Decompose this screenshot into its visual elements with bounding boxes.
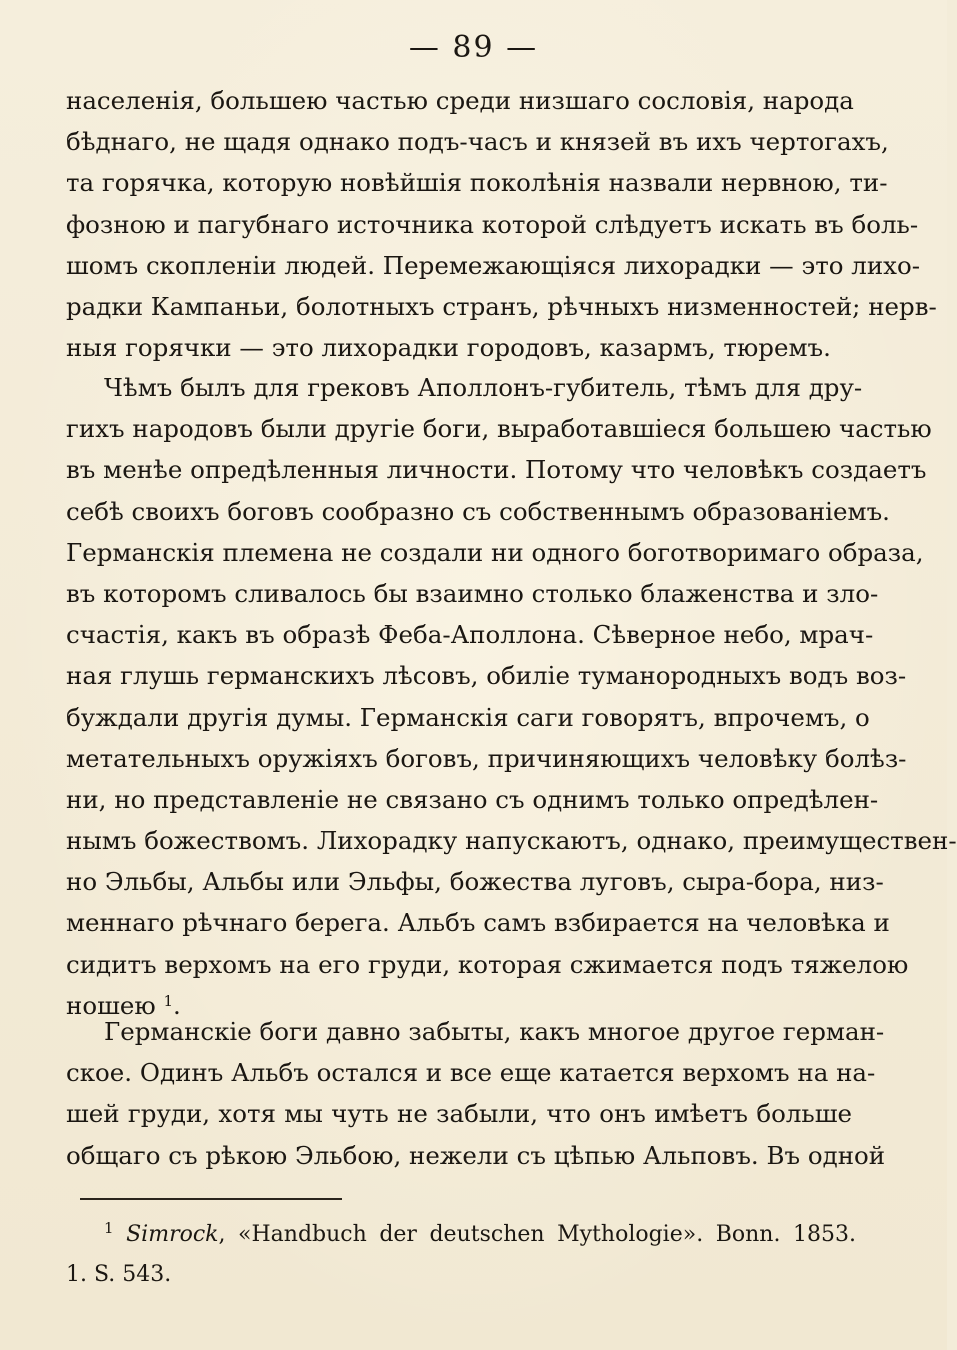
text-line: меннаго рѣчнаго берега. Альбъ самъ взбирается на человѣка и: [66, 908, 890, 938]
text-line: ная глушь германскихъ лѣсовъ, обиліе туманородныхъ водъ воз-: [66, 661, 907, 691]
text-line: Чѣмъ былъ для грековъ Аполлонъ-губитель, тѣмъ для дру-: [104, 373, 863, 402]
text-line: ни, но представленіе не связано съ однимъ только опредѣлен-: [66, 784, 879, 814]
text-line: но Эльбы, Альбы или Эльфы, божества луговъ, сыра-бора, низ-: [66, 867, 884, 897]
footnote-reference[interactable]: 1: [163, 991, 174, 1010]
text-line: шей груди, хотя мы чуть не забыли, что онъ имѣетъ больше: [66, 1099, 852, 1129]
footnote-line-2: 1. S. 543.: [66, 1262, 172, 1287]
footnote-citation: , «Handbuch der deutschen Mythologie». Bonn. 1853.: [218, 1222, 856, 1247]
text-line: Германскіе боги давно забыты, какъ многое другое герман-: [104, 1017, 885, 1046]
text-line: сидитъ верхомъ на его груди, которая сжимается подъ тяжелою: [66, 949, 909, 979]
paragraph-3: [66, 1011, 886, 1176]
footnote-line: [66, 1215, 856, 1255]
text-line: счастія, какъ въ образѣ Феба-Аполлона. Сѣверное небо, мрач-: [66, 620, 874, 650]
text-fragment: ношею: [66, 990, 156, 1020]
text-line: себѣ своихъ боговъ сообразно съ собственнымъ образованіемъ.: [66, 496, 890, 526]
paragraph-1: [66, 80, 937, 368]
footnote-divider: [80, 1198, 342, 1200]
text-line: ныя горячки — это лихорадки городовъ, казармъ, тюремъ.: [66, 333, 831, 363]
page-number: — 89 —: [408, 30, 539, 65]
text-line: Германскія племена не создали ни одного боготворимаго образа,: [66, 537, 924, 567]
text-line: въ которомъ сливалось бы взаимно столько блаженства и зло-: [66, 578, 879, 608]
paragraph-2: [66, 367, 957, 1026]
text-line: та горячка, которую новѣйшія поколѣнія назвали нервною, ти-: [66, 168, 888, 198]
text-line: бѣднаго, не щадя однако подъ-часъ и князей въ ихъ чертогахъ,: [66, 127, 889, 157]
text-line: буждали другія думы. Германскія саги говорятъ, впрочемъ, о: [66, 702, 870, 732]
text-line: населенія, большею частью среди низшаго сословія, народа: [66, 86, 854, 115]
text-line: въ менѣе опредѣленныя личности. Потому что человѣкъ создаетъ: [66, 455, 927, 485]
text-line: шомъ скопленіи людей. Перемежающіяся лихорадки — это лихо-: [66, 250, 921, 280]
text-line: метательныхъ оружіяхъ боговъ, причиняющихъ человѣку болѣз-: [66, 743, 907, 773]
footnote: [66, 1215, 856, 1295]
text-line: ское. Одинъ Альбъ остался и все еще катается верхомъ на на-: [66, 1058, 876, 1088]
text-line: фозною и пагубнаго источника которой слѣдуетъ искать въ боль-: [66, 209, 919, 239]
text-line: нымъ божествомъ. Лихорадку напускаютъ, однако, преимуществен-: [66, 826, 957, 856]
text-line: общаго съ рѣкою Эльбою, нежели съ цѣпью Альповъ. Въ одной: [66, 1140, 886, 1170]
sentence-period: .: [173, 990, 181, 1020]
footnote-author: Simrock: [126, 1222, 219, 1247]
footnote-marker: 1: [104, 1219, 114, 1237]
text-line: гихъ народовъ были другіе боги, выработавшіеся большею частью: [66, 414, 932, 444]
text-line: радки Кампаньи, болотныхъ странъ, рѣчныхъ низменностей; нерв-: [66, 291, 937, 321]
